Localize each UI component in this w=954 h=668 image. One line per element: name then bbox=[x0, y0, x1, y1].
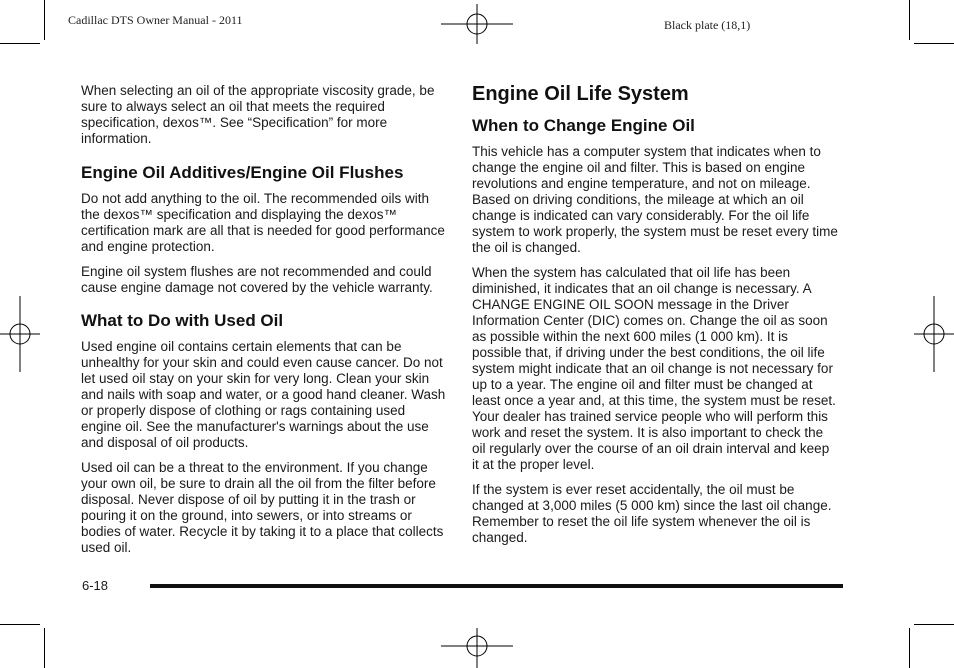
crop-mark-icon bbox=[0, 624, 40, 625]
right-column bbox=[472, 82, 838, 555]
section-heading-used-oil: What to Do with Used Oil bbox=[81, 311, 284, 330]
crop-mark-icon bbox=[0, 43, 40, 44]
crop-mark-icon bbox=[914, 43, 954, 44]
paragraph: Used oil can be a threat to the environment. If you change your own oil, be sure to drain all the oil from the filter before disposal. Never dispose of oil by putting it in the trash or pouring it on the ground, into sewers, or into streams or bodies of water. Recycle it by taking it to a place that collects used oil. bbox=[81, 460, 444, 555]
crop-mark-icon bbox=[909, 0, 910, 40]
crop-mark-icon bbox=[44, 628, 45, 668]
header-plate-info: Black plate (18,1) bbox=[664, 18, 751, 32]
registration-mark-icon bbox=[441, 628, 513, 668]
crop-mark-icon bbox=[909, 628, 910, 668]
intro-paragraph: When selecting an oil of the appropriate viscosity grade, be sure to always select an oil that meets the required specification, dexos™. See “Specification” for more information. bbox=[81, 83, 435, 146]
footer-rule bbox=[150, 584, 843, 588]
section-heading-additives: Engine Oil Additives/Engine Oil Flushes bbox=[81, 163, 404, 182]
paragraph: Do not add anything to the oil. The recommended oils with the dexos™ specification and displaying the dexos™ certification mark are all that is needed for good performance and engine protection. bbox=[81, 191, 445, 254]
paragraph: This vehicle has a computer system that indicates when to change the engine oil and filter. This is based on engine revolutions and engine temperature, and not on mileage. Based on driving conditions, the mileage at which an oil change is indicated can vary considerably. For the oil life system to work properly, the system must be reset every time the oil is changed. bbox=[472, 144, 838, 255]
crop-mark-icon bbox=[44, 0, 45, 40]
crop-mark-icon bbox=[914, 624, 954, 625]
paragraph: If the system is ever reset accidentally, the oil must be changed at 3,000 miles (5 000 km) since the last oil change. Remember to reset the oil life system whenever the oil is changed. bbox=[472, 482, 832, 545]
header-document-title: Cadillac DTS Owner Manual - 2011 bbox=[68, 13, 243, 27]
paragraph: When the system has calculated that oil life has been diminished, it indicates that an oil change is necessary. A CHANGE ENGINE OIL SOON message in the Driver Information Center (DIC) comes on. Change the oil as soon as possible within the next 600 miles (1 000 km). It is possible that, if driving under the best conditions, the oil life system might indicate that an oil change is not necessary for up to a year. The engine oil and filter must be changed at least once a year and, at this time, the system must be reset. Your dealer has trained service people who will perform this work and reset the system. It is also important to check the oil regularly over the course of an oil drain interval and keep it at the proper level. bbox=[472, 265, 836, 472]
page-title: Engine Oil Life System bbox=[472, 83, 689, 105]
section-heading-when-to-change: When to Change Engine Oil bbox=[472, 116, 695, 135]
page-number: 6-18 bbox=[82, 578, 109, 593]
registration-mark-icon bbox=[0, 296, 40, 372]
left-column bbox=[81, 83, 447, 565]
registration-mark-icon bbox=[914, 296, 954, 372]
registration-mark-icon bbox=[441, 4, 513, 44]
paragraph: Used engine oil contains certain elements that can be unhealthy for your skin and could even cause cancer. Do not let used oil stay on your skin for very long. Clean your skin and nails with soap and water, or a good hand cleaner. Wash or properly dispose of clothing or rags containing used engine oil. See the manufacturer's warnings about the use and disposal of oil products. bbox=[81, 339, 446, 450]
paragraph: Engine oil system flushes are not recommended and could cause engine damage not covered by the vehicle warranty. bbox=[81, 264, 433, 295]
